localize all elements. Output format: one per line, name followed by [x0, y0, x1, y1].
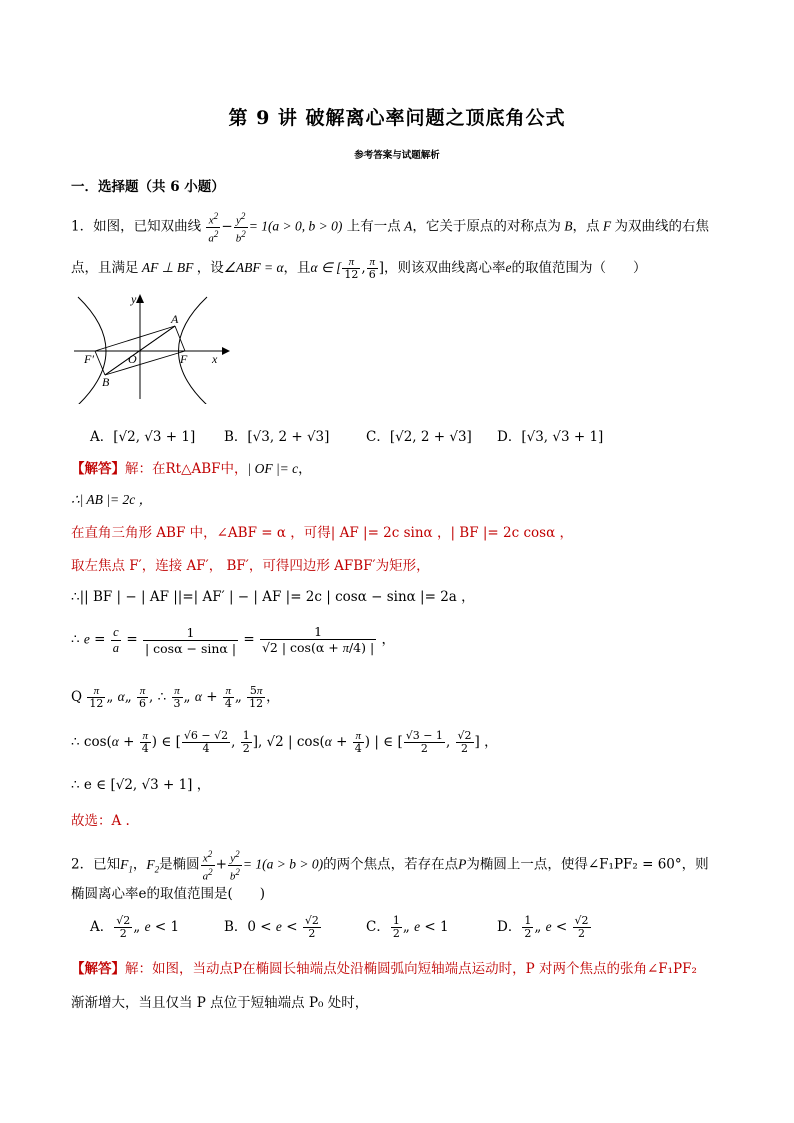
figure-label-A: A — [171, 312, 179, 326]
hyperbola-figure — [72, 289, 232, 404]
q1-option-a[interactable]: A．[√2, √3 + 1] — [90, 429, 196, 445]
q2-stem-line2: 椭圆离心率e的取值范围是( ) — [71, 886, 266, 902]
q1-option-c[interactable]: C．[√2, 2 + √3] — [366, 429, 472, 445]
q1-choose: 故选：A . — [71, 813, 130, 829]
figure-label-F-prime: F′ — [84, 352, 94, 366]
q1-stem-line1: 1．如图，已知双曲线 $\frac{x^2}{a^2}$ − $\frac{y^2}{b^2}$ = 1(a > 0, b > 0) 上有一点 A，它关于原点的对称点为 B，点 F 为双曲线的右焦 — [71, 211, 709, 245]
q1-option-d[interactable]: D．[√3, √3 + 1] — [497, 429, 604, 445]
q1-option-b[interactable]: B．[√3, 2 + √3] — [224, 429, 330, 445]
q2-stem-line1: 2．已知$F_1$，$F_2$是椭圆 $\frac{x^2}{a^2}$ + $\frac{y^2}{b^2}$ = 1(a > b > 0)的两个焦点，若存在点P为椭圆上一点，使得∠F₁PF₂ = 60°，则 — [71, 849, 709, 883]
q1-solution-line1: 【解答】解：在Rt△ABF中，| OF |= c， — [71, 461, 312, 477]
q1-solution-line5: ∴|| BF | − | AF ||=| AF′ | − | AF |= 2c | cosα − sinα |= 2a ， — [71, 589, 475, 605]
figure-label-F: F — [180, 352, 188, 366]
figure-label-y: y — [131, 292, 137, 306]
q1-solution-line3: 在直角三角形 ABF 中，∠ABF = α ，可得| AF |= 2c sinα ，| BF |= 2c cosα ， — [71, 525, 573, 541]
q2-option-d[interactable]: D． $\frac{1}{2}$ „ e < $\frac{√2}{2}$ — [497, 914, 589, 940]
q2-solution-line1: 【解答】解：如图，当动点P在椭圆长轴端点处沿椭圆弧向短轴端点运动时，P 对两个焦点的张角∠F₁PF₂ — [71, 961, 697, 977]
section-heading: 一．选择题（共 6 小题） — [71, 179, 225, 195]
q1-solution-line4: 取左焦点 F′，连接 AF′， BF′，可得四边形 AFBF′为矩形， — [71, 558, 430, 574]
q1-solution-line2: ∴| AB |= 2c ， — [71, 492, 153, 507]
q1-solution-line6: ∴ e = $\frac{c}{a}$ = $\frac{1}{| \cos\alpha - \sin\alpha |}$ = $\frac{1}{√2 | \cos(\alpha + \pi/4) |}$ ， — [71, 624, 395, 656]
q1-solution-line8: ∴ cos(α + $\frac{\pi}{4}$ ) ∈ [ $\frac{√6 - √2}{4}$ , $\frac{1}{2}$ ], √2 | cos(α + $\frac{\pi}{4}$ ) | ∈ [ $\frac{√3 - 1}{2}$ , $\frac{√2}{2}$ ] ， — [71, 729, 498, 755]
q1-solution-line9: ∴ e ∈ [√2, √3 + 1] ， — [71, 777, 211, 793]
q2-option-c[interactable]: C． $\frac{1}{2}$ „ e < 1 — [366, 914, 449, 940]
page-subtitle: 参考答案与试题解析 — [354, 150, 440, 161]
figure-label-O: O — [128, 352, 137, 366]
q2-solution-line2: 渐渐增大，当且仅当 P 点位于短轴端点 P₀ 处时， — [71, 995, 369, 1011]
q1-stem-line2: 点，且满足 AF ⊥ BF ，设∠ABF = α，且α ∈ [ $\frac{\pi}{12}$ , $\frac{\pi}{6}$ ]，则该双曲线离心率e的取值范围为（ ） — [71, 256, 647, 281]
q2-option-b[interactable]: B．0 < e < $\frac{√2}{2}$ — [224, 914, 319, 940]
q2-option-a[interactable]: A． $\frac{√2}{2}$ „ e < 1 — [90, 914, 180, 940]
figure-label-B: B — [102, 375, 110, 389]
figure-label-x: x — [212, 352, 218, 366]
page-title: 第 9 讲 破解离心率问题之顶底角公式 — [228, 107, 566, 129]
q1-solution-line7: Q $\frac{\pi}{12}$ „ α„ $\frac{\pi}{6}$ , ∴ $\frac{\pi}{3}$ „ α + $\frac{\pi}{4}$ „ $\frac{5\pi}{12}$ ， — [71, 684, 280, 710]
